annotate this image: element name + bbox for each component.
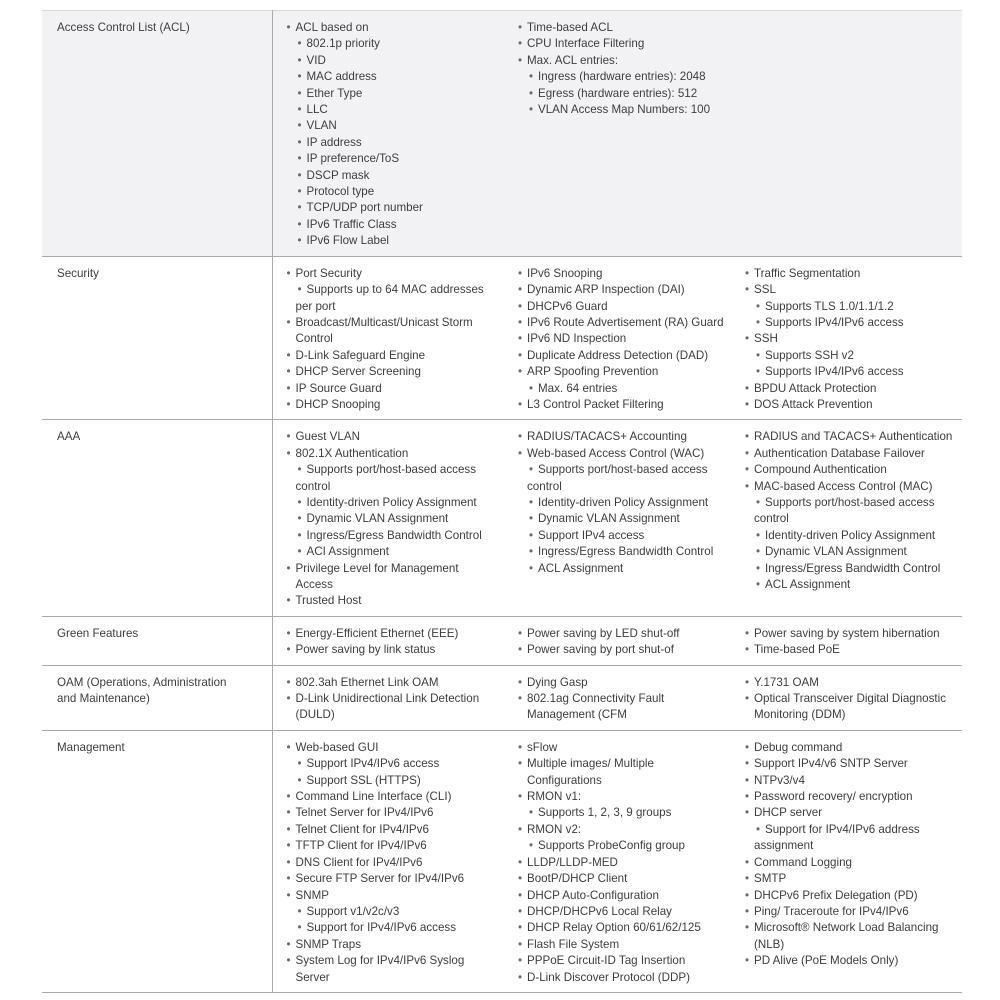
feature-item: • Time-based PoE — [745, 642, 962, 658]
feature-item: • Telnet Client for IPv4/IPv6 — [287, 822, 503, 838]
feature-subitem: • Ether Type — [287, 86, 503, 102]
feature-subitem: per port — [295, 299, 336, 313]
feature-subitem: • Support IPv4 access — [518, 528, 731, 544]
feature-column-3 — [731, 11, 962, 257]
feature-item: • DNS Client for IPv4/IPv6 — [287, 855, 503, 871]
feature-subitem: • ACI Assignment — [287, 544, 503, 560]
feature-subitem: • Supports port/host-based access — [518, 462, 731, 478]
feature-list — [287, 429, 503, 609]
feature-item: • Password recovery/ encryption — [745, 789, 962, 805]
feature-item: • sFlow — [518, 740, 731, 756]
feature-item: (DULD) — [295, 708, 335, 722]
feature-item: • Broadcast/Multicast/Unicast Storm — [287, 315, 503, 331]
feature-item: Management (CFM — [527, 708, 627, 722]
feature-subitem: • Supports IPv4/IPv6 access — [745, 315, 962, 331]
feature-item: • Power saving by port shut-of — [518, 642, 731, 658]
feature-item: • PPPoE Circuit-ID Tag Insertion — [518, 953, 731, 969]
feature-subitem: • Identity-driven Policy Assignment — [745, 528, 962, 544]
feature-list — [287, 20, 503, 250]
feature-item: • LLDP/LLDP-MED — [518, 855, 731, 871]
feature-item: • Secure FTP Server for IPv4/IPv6 — [287, 871, 503, 887]
feature-item: • Debug command — [745, 740, 962, 756]
feature-item: • Optical Transceiver Digital Diagnostic — [745, 691, 962, 707]
row-category-label: OAM (Operations, Administration and Maintenance) — [42, 665, 272, 730]
row-category-label: AAA — [42, 420, 272, 616]
feature-item: • Authentication Database Failover — [745, 446, 962, 462]
row-category-label: Management — [42, 730, 272, 992]
feature-subitem: • Supports port/host-based access — [287, 462, 503, 478]
feature-list — [745, 626, 962, 659]
feature-item: • Multiple images/ Multiple — [518, 756, 731, 772]
feature-item: • DHCP server — [745, 805, 962, 821]
feature-item: • SSL — [745, 282, 962, 298]
feature-item: • DHCP Server Screening — [287, 364, 503, 380]
feature-column-2 — [502, 730, 731, 992]
feature-item: Monitoring (DDM) — [754, 708, 846, 722]
feature-subitem: • VLAN Access Map Numbers: 100 — [518, 102, 731, 118]
feature-item: • 802.1ag Connectivity Fault — [518, 691, 731, 707]
feature-item: • Port Security — [287, 266, 503, 282]
feature-list — [518, 20, 731, 118]
feature-subitem: • Supports 1, 2, 3, 9 groups — [518, 805, 731, 821]
feature-item: • RMON v1: — [518, 789, 731, 805]
spec-row-green-features — [42, 616, 962, 665]
feature-item: • Privilege Level for Management — [287, 561, 503, 577]
feature-item: • Flash File System — [518, 937, 731, 953]
feature-subitem: • MAC address — [287, 69, 503, 85]
feature-subitem: • Supports up to 64 MAC addresses — [287, 282, 503, 298]
feature-subitem: control — [527, 479, 562, 493]
feature-list — [287, 626, 503, 659]
feature-list — [287, 675, 503, 724]
feature-item: • IPv6 Snooping — [518, 266, 731, 282]
feature-column-2 — [502, 665, 731, 730]
feature-subitem: • TCP/UDP port number — [287, 200, 503, 216]
feature-item: • DHCP Snooping — [287, 397, 503, 413]
feature-item: • Y.1731 OAM — [745, 675, 962, 691]
feature-item: Access — [295, 578, 333, 591]
feature-list — [518, 266, 731, 414]
feature-subitem: • Dynamic VLAN Assignment — [287, 511, 503, 527]
feature-column-3 — [731, 420, 962, 616]
feature-subitem: • DSCP mask — [287, 168, 503, 184]
feature-subitem: • Protocol type — [287, 184, 503, 200]
feature-subitem: • Supports ProbeConfig group — [518, 838, 731, 854]
feature-item: • D-Link Discover Protocol (DDP) — [518, 970, 731, 986]
feature-item: • Traffic Segmentation — [745, 266, 962, 282]
feature-list — [518, 740, 731, 986]
feature-item: • RADIUS/TACACS+ Accounting — [518, 429, 731, 445]
row-category-label: Green Features — [42, 616, 272, 665]
feature-subitem: • LLC — [287, 102, 503, 118]
feature-subitem: • Support SSL (HTTPS) — [287, 773, 503, 789]
feature-list — [287, 266, 503, 414]
feature-column-1 — [272, 11, 502, 257]
feature-column-2 — [502, 256, 731, 420]
feature-subitem: • Dynamic VLAN Assignment — [745, 544, 962, 560]
feature-item: • IP Source Guard — [287, 381, 503, 397]
feature-subitem: • Support IPv4/IPv6 access — [287, 756, 503, 772]
feature-subitem: • IP preference/ToS — [287, 151, 503, 167]
feature-subitem: • VLAN — [287, 118, 503, 134]
feature-subitem: • Support v1/v2c/v3 — [287, 904, 503, 920]
feature-item: Control — [295, 332, 333, 346]
feature-item: • System Log for IPv4/IPv6 Syslog — [287, 953, 503, 969]
feature-list — [745, 675, 962, 724]
spec-row-access-control-list — [42, 11, 962, 257]
feature-subitem: • ACL Assignment — [518, 561, 731, 577]
feature-list — [745, 429, 962, 593]
feature-column-2 — [502, 420, 731, 616]
feature-item: • IPv6 Route Advertisement (RA) Guard — [518, 315, 731, 331]
feature-item: • IPv6 ND Inspection — [518, 331, 731, 347]
feature-item: • DHCP/DHCPv6 Local Relay — [518, 904, 731, 920]
feature-item: • Time-based ACL — [518, 20, 731, 36]
feature-item: • 802.3ah Ethernet Link OAM — [287, 675, 503, 691]
spec-row-oam-operations-administration — [42, 665, 962, 730]
spec-row-aaa — [42, 420, 962, 616]
spec-row-security — [42, 256, 962, 420]
spec-table — [42, 10, 962, 993]
feature-item: • SMTP — [745, 871, 962, 887]
feature-subitem: • Supports IPv4/IPv6 access — [745, 364, 962, 380]
feature-subitem: • ACL Assignment — [745, 577, 962, 593]
feature-item: • D-Link Unidirectional Link Detection — [287, 691, 503, 707]
feature-subitem: • Max. 64 entries — [518, 381, 731, 397]
feature-item: • Power saving by link status — [287, 642, 503, 658]
feature-subitem: control — [754, 512, 789, 526]
feature-item: • TFTP Client for IPv4/IPv6 — [287, 838, 503, 854]
feature-item: • BootP/DHCP Client — [518, 871, 731, 887]
feature-item: • ARP Spoofing Prevention — [518, 364, 731, 380]
feature-subitem: • Ingress/Egress Bandwidth Control — [287, 528, 503, 544]
feature-item: • ACL based on — [287, 20, 503, 36]
feature-subitem: • Dynamic VLAN Assignment — [518, 511, 731, 527]
feature-list — [745, 740, 962, 970]
feature-item: • SNMP — [287, 888, 503, 904]
feature-item: • Power saving by LED shut-off — [518, 626, 731, 642]
feature-subitem: • Supports SSH v2 — [745, 348, 962, 364]
spec-table-body — [42, 11, 962, 993]
feature-column-1 — [272, 420, 502, 616]
feature-subitem: • Supports TLS 1.0/1.1/1.2 — [745, 299, 962, 315]
feature-item: • 802.1X Authentication — [287, 446, 503, 462]
feature-subitem: • IP address — [287, 135, 503, 151]
feature-list — [745, 266, 962, 414]
feature-subitem: • Supports port/host-based access — [745, 495, 962, 511]
feature-column-1 — [272, 730, 502, 992]
feature-list — [518, 626, 731, 659]
row-category-label: Security — [42, 256, 272, 420]
feature-item: • Support IPv4/v6 SNTP Server — [745, 756, 962, 772]
feature-column-2 — [502, 11, 731, 257]
feature-item: • SNMP Traps — [287, 937, 503, 953]
feature-column-3 — [731, 730, 962, 992]
feature-subitem: • Identity-driven Policy Assignment — [287, 495, 503, 511]
feature-subitem: • IPv6 Traffic Class — [287, 217, 503, 233]
feature-item: • Command Logging — [745, 855, 962, 871]
feature-item: • Ping/ Traceroute for IPv4/IPv6 — [745, 904, 962, 920]
feature-item: • RMON v2: — [518, 822, 731, 838]
feature-item: • DHCPv6 Prefix Delegation (PD) — [745, 888, 962, 904]
feature-item: (NLB) — [754, 937, 785, 951]
feature-item: • Dynamic ARP Inspection (DAI) — [518, 282, 731, 298]
feature-item: • L3 Control Packet Filtering — [518, 397, 731, 413]
feature-item: • DHCP Auto-Configuration — [518, 888, 731, 904]
feature-list — [518, 429, 731, 577]
feature-item: • Command Line Interface (CLI) — [287, 789, 503, 805]
feature-item: • MAC-based Access Control (MAC) — [745, 479, 962, 495]
feature-column-3 — [731, 616, 962, 665]
row-category-label: Access Control List (ACL) — [42, 11, 272, 257]
feature-item: Configurations — [527, 773, 602, 787]
feature-subitem: • Egress (hardware entries): 512 — [518, 86, 731, 102]
feature-column-1 — [272, 665, 502, 730]
feature-item: • NTPv3/v4 — [745, 773, 962, 789]
feature-subitem: • Ingress (hardware entries): 2048 — [518, 69, 731, 85]
feature-list — [518, 675, 731, 724]
feature-item: • Dying Gasp — [518, 675, 731, 691]
feature-item: • DHCP Relay Option 60/61/62/125 — [518, 920, 731, 936]
feature-item: • CPU Interface Filtering — [518, 36, 731, 52]
feature-column-1 — [272, 616, 502, 665]
feature-item: • DOS Attack Prevention — [745, 397, 962, 413]
feature-item: • SSH — [745, 331, 962, 347]
feature-item: • Power saving by system hibernation — [745, 626, 962, 642]
feature-subitem: • VID — [287, 53, 503, 69]
feature-subitem: • Identity-driven Policy Assignment — [518, 495, 731, 511]
feature-item: • Web-based Access Control (WAC) — [518, 446, 731, 462]
feature-subitem: • Ingress/Egress Bandwidth Control — [745, 561, 962, 577]
feature-subitem: assignment — [754, 839, 814, 853]
feature-item: • BPDU Attack Protection — [745, 381, 962, 397]
feature-item: • Microsoft® Network Load Balancing — [745, 920, 962, 936]
feature-item: • Compound Authentication — [745, 462, 962, 478]
feature-item: • Guest VLAN — [287, 429, 503, 445]
feature-subitem: • IPv6 Flow Label — [287, 233, 503, 249]
feature-item: • Duplicate Address Detection (DAD) — [518, 348, 731, 364]
feature-subitem: • Ingress/Egress Bandwidth Control — [518, 544, 731, 560]
feature-item: • Telnet Server for IPv4/IPv6 — [287, 805, 503, 821]
spec-row-management — [42, 730, 962, 992]
feature-item: • RADIUS and TACACS+ Authentication — [745, 429, 962, 445]
feature-subitem: control — [295, 479, 331, 493]
feature-item: • D-Link Safeguard Engine — [287, 348, 503, 364]
feature-item: • Trusted Host — [287, 593, 503, 609]
feature-column-1 — [272, 256, 502, 420]
feature-column-3 — [731, 665, 962, 730]
feature-item: • Energy-Efficient Ethernet (EEE) — [287, 626, 503, 642]
feature-item: • DHCPv6 Guard — [518, 299, 731, 315]
feature-list — [287, 740, 503, 986]
feature-column-2 — [502, 616, 731, 665]
feature-subitem: • Support for IPv4/IPv6 access — [287, 920, 503, 936]
feature-subitem: • Support for IPv4/IPv6 address — [745, 822, 962, 838]
feature-item: • PD Alive (PoE Models Only) — [745, 953, 962, 969]
feature-item: • Max. ACL entries: — [518, 53, 731, 69]
feature-column-3 — [731, 256, 962, 420]
feature-item: Server — [295, 970, 330, 984]
feature-subitem: • 802.1p priority — [287, 36, 503, 52]
feature-item: • Web-based GUI — [287, 740, 503, 756]
